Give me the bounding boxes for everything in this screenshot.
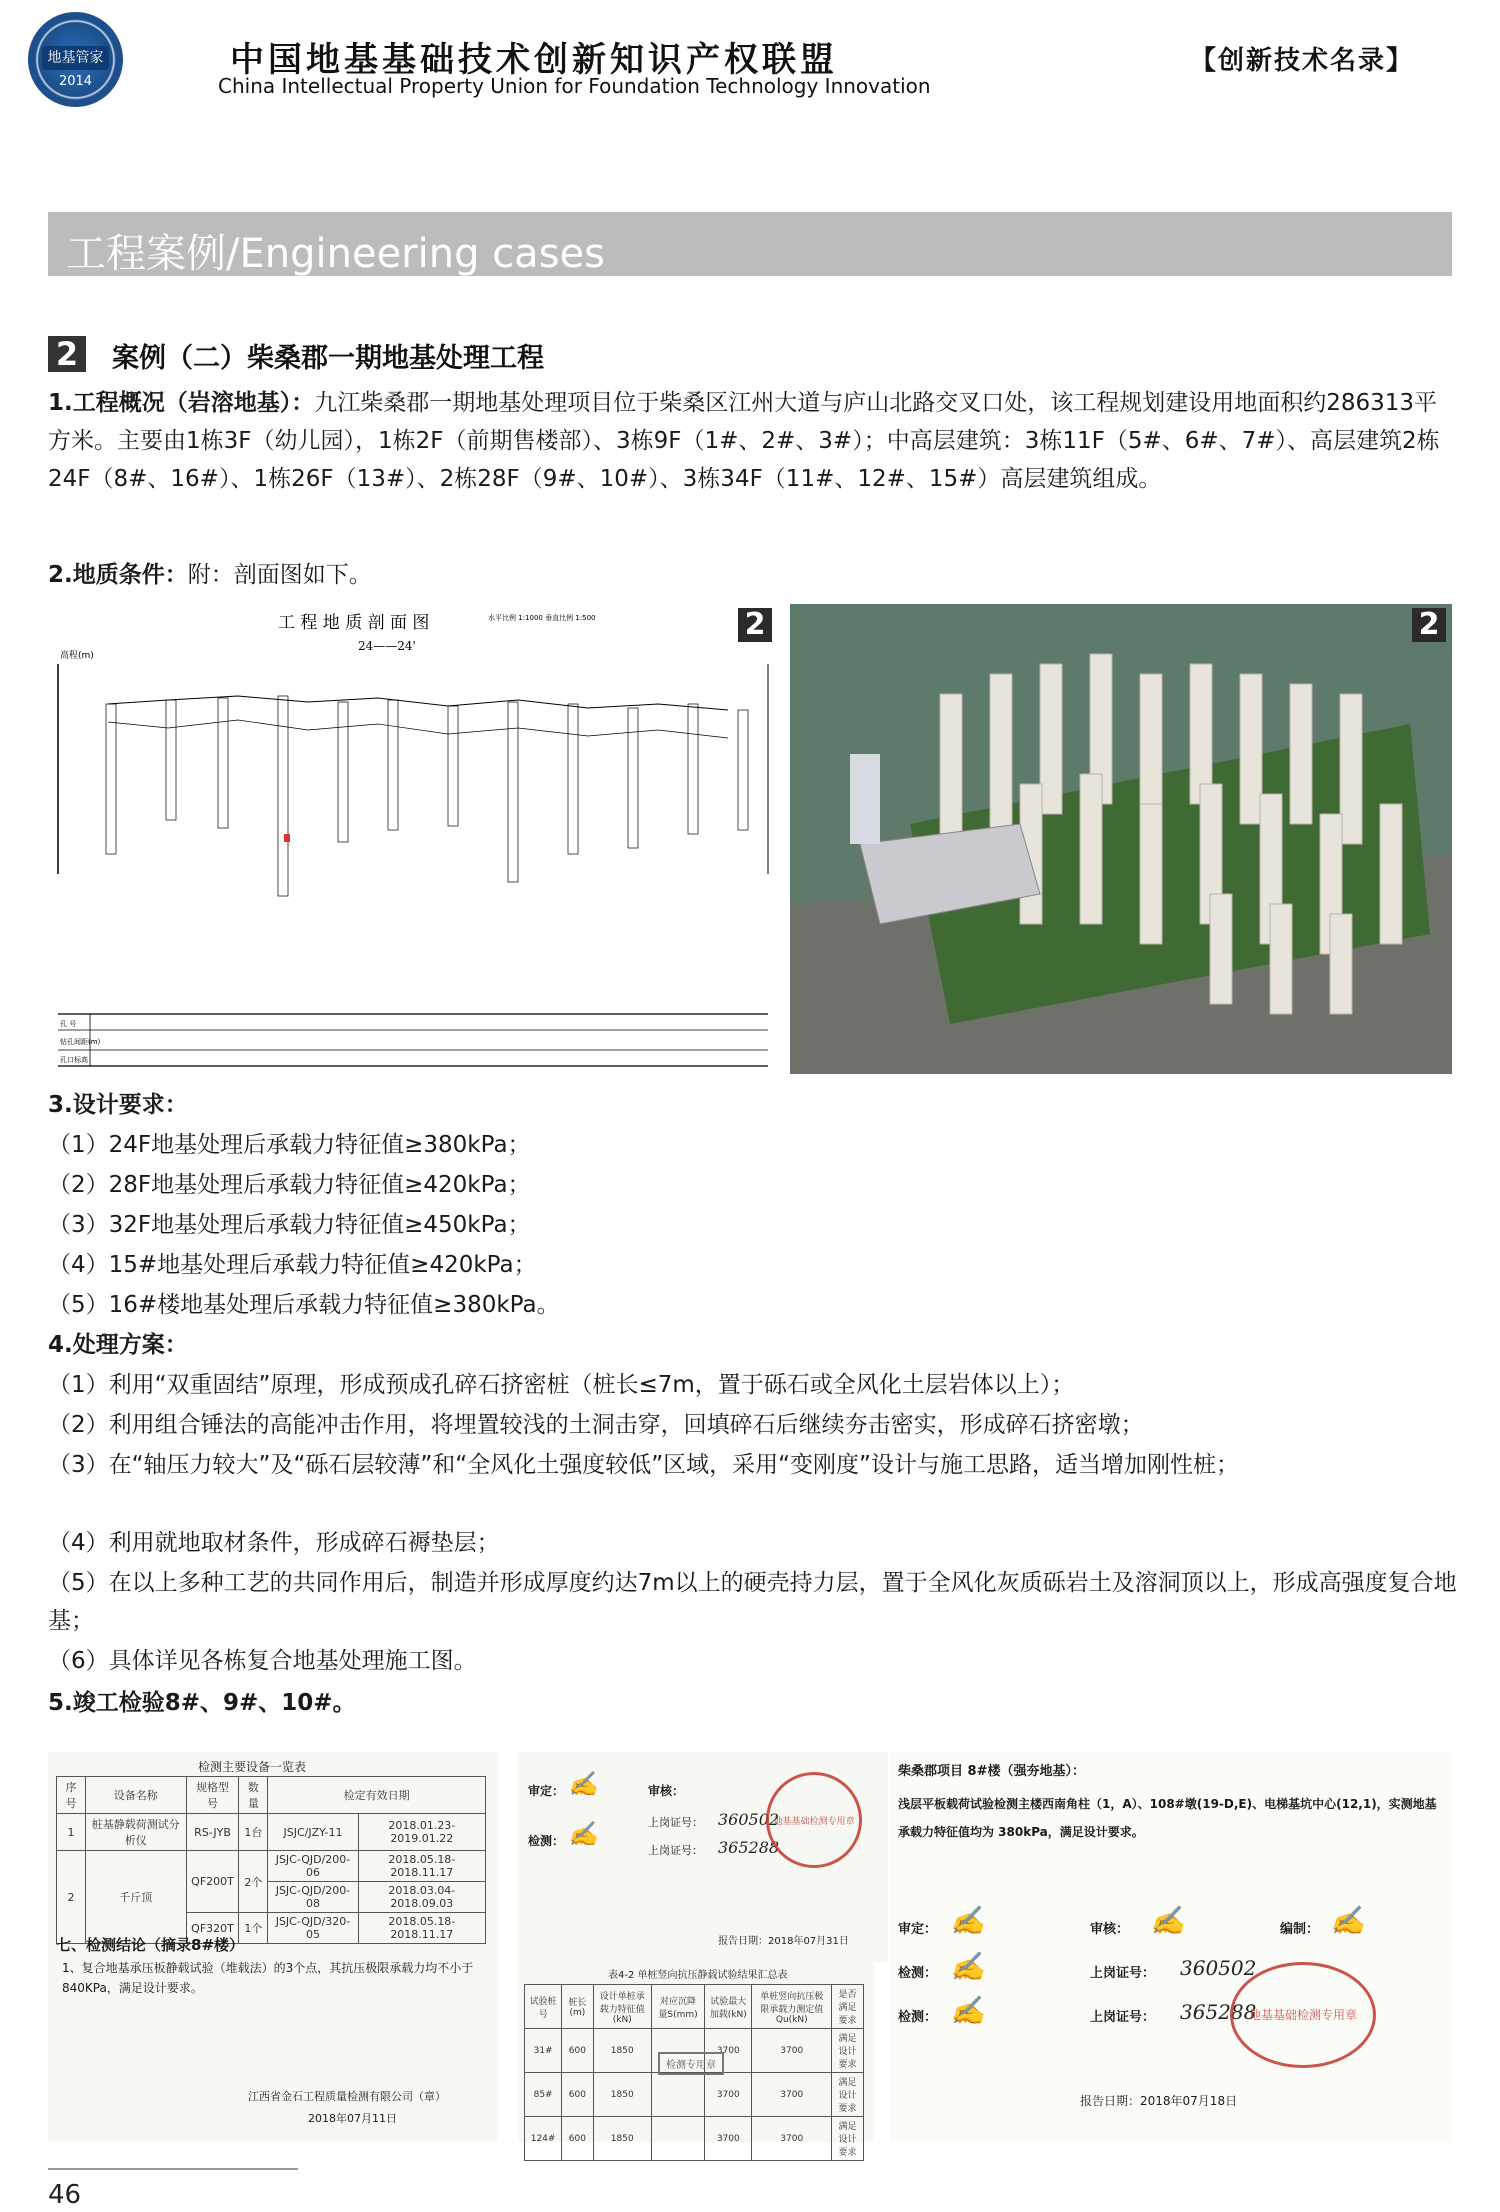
table-cell: 3700 (705, 2073, 752, 2117)
scan3-report-date: 报告日期：2018年07月18日 (1080, 2094, 1238, 2108)
scan3-audit-label: 审核： (1090, 1922, 1130, 1937)
geo-scale: 水平比例 1:1000 垂直比例 1:500 (488, 614, 596, 622)
signature-image: ✍ (568, 1770, 598, 1798)
inspection-seal (1230, 1962, 1376, 2068)
geo-subtitle: 24——24' (358, 639, 416, 653)
seal-text: 地基基础检测专用章 (1248, 2008, 1357, 2022)
design-item-1: （1）24F地基处理后承载力特征值≥380kPa； (48, 1132, 531, 1158)
table-cell: RS-JYB (186, 1814, 239, 1851)
table-cell: 2018.01.23-2019.01.22 (358, 1814, 485, 1851)
table-cell: 满足设计要求 (832, 2073, 864, 2117)
scan1-date: 2018年07月11日 (308, 2112, 397, 2125)
table-cell: 85# (525, 2073, 562, 2117)
scan1-conclusion-text: 1、复合地基承压板静载试验（堆载法）的3个点，其抗压极限承载力均不小于 840KPa，满足设计要求。 (62, 1961, 474, 1995)
scan1-header: 数量 (239, 1777, 268, 1814)
scan2-cert-2: 365288 (718, 1838, 780, 1857)
table-cell: JSJC-QJD/200-06 (268, 1851, 358, 1882)
scan2-header: 桩长(m) (562, 1985, 593, 2029)
scheme-label: 4.处理方案： (48, 1332, 188, 1358)
table-cell: 600 (562, 2029, 593, 2073)
design-item-3: （3）32F地基处理后承载力特征值≥450kPa； (48, 1212, 531, 1238)
scheme-item-6: （6）具体详见各栋复合地基处理施工图。 (48, 1648, 477, 1674)
figure-badge-right: 2 (1412, 608, 1446, 642)
table-cell: 1台 (239, 1814, 268, 1851)
table-cell: 3700 (705, 2029, 752, 2073)
scan2-check-label: 检测： (528, 1834, 565, 1848)
case-number-badge: 2 (48, 336, 86, 372)
scan1-header: 设备名称 (85, 1777, 186, 1814)
scan1-table-title: 检测主要设备一览表 (198, 1760, 307, 1774)
scan2-header: 单桩竖向抗压极限承载力测定值Qu(kN) (752, 1985, 832, 2029)
scheme-item-3: （3）在“轴压力较大”及“砾石层较薄”和“全风化土强度较低”区域，采用“变刚度”设计与施工思路，适当增加刚性桩； (48, 1452, 1239, 1478)
signature-image: ✍ (1150, 1904, 1185, 1937)
scheme-item-4: （4）利用就地取材条件，形成碎石褥垫层； (48, 1530, 500, 1556)
geological-section-svg (48, 604, 778, 1072)
table-cell: QF320T (186, 1913, 239, 1944)
overview-label: 1.工程概况（岩溶地基）： (48, 390, 315, 416)
aerial-rendering-svg (790, 604, 1452, 1074)
geology-paragraph (48, 556, 1458, 594)
geo-left-label: 高程(m) (60, 651, 94, 661)
scan1-equipment-table (56, 1776, 486, 1944)
table-cell: 1个 (239, 1913, 268, 1944)
header-title-en: China Intellectual Property Union for Foundation Technology Innovation (218, 74, 931, 98)
signature-image: ✍ (568, 1820, 598, 1848)
geo-row-elev: 孔口标高 (60, 1056, 88, 1064)
scan2-header: 设计单桩承载力特征值(kN) (593, 1985, 651, 2029)
scan2-audit-label: 审核： (648, 1784, 685, 1798)
table-cell: 3700 (752, 2117, 832, 2161)
seal-text: 地基基础检测专用章 (773, 1817, 855, 1827)
scan1-company: 江西省金石工程质量检测有限公司（章） (248, 2090, 446, 2103)
scheme-item-2: （2）利用组合锤法的高能冲击作用，将埋置较浅的土洞击穿，回填碎石后继续夯击密实，形成碎石挤密墩； (48, 1412, 1144, 1438)
table-cell: 600 (562, 2117, 593, 2161)
geology-text: 附：剖面图如下。 (187, 562, 372, 588)
table-cell: 3700 (752, 2073, 832, 2117)
table-row (525, 2117, 864, 2161)
scan3-check-label-2: 检测： (898, 2010, 938, 2025)
table-cell: 满足设计要求 (832, 2117, 864, 2161)
scan3-review-label: 审定： (898, 1922, 938, 1937)
footer-rule (48, 2168, 298, 2170)
scan2-cert-1: 360502 (718, 1810, 780, 1829)
scan2-cert-label-2: 上岗证号： (648, 1844, 703, 1857)
signature-image: ✍ (950, 1950, 985, 1983)
table-cell: 桩基静载荷测试分析仪 (85, 1814, 186, 1851)
table-cell: 千斤顶 (85, 1851, 186, 1944)
scan2-header: 是否满足要求 (832, 1985, 864, 2029)
geo-row-hole: 孔 号 (60, 1020, 77, 1028)
scan2-header: 试验最大加载(kN) (705, 1985, 752, 2029)
design-item-2: （2）28F地基处理后承载力特征值≥420kPa； (48, 1172, 531, 1198)
logo-text: 地基管家 (42, 46, 109, 70)
figure-badge-left: 2 (738, 608, 772, 642)
table-row (57, 1814, 486, 1851)
case-title: 案例（二）柴桑郡一期地基处理工程 (112, 343, 544, 374)
aerial-rendering (790, 604, 1452, 1074)
overview-text: 九江柴桑郡一期地基处理项目位于柴桑区江州大道与庐山北路交叉口处，该工程规划建设用地面积约286313平方米。主要由1栋3F（幼儿园），1栋2F（前期售楼部）、3栋9F（1#、2#、3#）；中高层建筑：3栋11F（5#、6#、7#）、高层建筑2栋24F（8#、16#）、1栋26F（13#）、2栋28F（9#、10#）、3栋34F（11#、12#、15#）高层建筑组成。 (48, 390, 1440, 492)
scan2-report-date: 报告日期：2018年07月31日 (718, 1936, 849, 1947)
geo-row-spacing: 钻孔间距(m) (60, 1038, 101, 1046)
table-cell: JSJC-QJD/320-05 (268, 1913, 358, 1944)
table-cell: 2018.05.18-2018.11.17 (358, 1851, 485, 1882)
overview-paragraph (48, 384, 1458, 498)
scan2-mid-stamp: 检测专用章 (658, 2052, 724, 2075)
scan3-cert-2: 365288 (1180, 2000, 1257, 2024)
scan2-header: 试验桩号 (525, 1985, 562, 2029)
scan3-cert-label-2: 上岗证号： (1090, 2010, 1156, 2025)
union-logo (28, 12, 123, 107)
table-cell: 124# (525, 2117, 562, 2161)
report-scan-equipment (48, 1752, 498, 2142)
scan3-project: 柴桑郡项目 8#楼（强夯地基）： (898, 1764, 1085, 1779)
scheme-item-1: （1）利用“双重固结”原理，形成预成孔碎石挤密桩（桩长≤7m，置于砾石或全风化土层岩体以上）； (48, 1372, 1075, 1398)
table-cell: 1850 (593, 2117, 651, 2161)
design-item-5: （5）16#楼地基处理后承载力特征值≥380kPa。 (48, 1292, 560, 1318)
table-cell: 1 (57, 1814, 86, 1851)
table-cell: 满足设计要求 (832, 2029, 864, 2073)
table-cell: 2018.03.04-2018.09.03 (358, 1882, 485, 1913)
section-title: 工程案例/Engineering cases (66, 231, 605, 277)
page-number: 46 (48, 2180, 82, 2210)
acceptance-label: 5.竣工检验8#、9#、10#。 (48, 1690, 356, 1716)
signature-image: ✍ (950, 1994, 985, 2027)
geology-label: 2.地质条件： (48, 562, 188, 588)
table-cell: 2个 (239, 1851, 268, 1913)
table-cell: 1850 (593, 2073, 651, 2117)
scan3-line1: 浅层平板载荷试验检测主楼西南角柱（1，A）、108#墩(19-D,E)、电梯基坑中心(12,1)，实测地基承载力特征值均为 380kPa，满足设计要求。 (898, 1797, 1437, 1839)
table-cell: 3700 (705, 2117, 752, 2161)
scan1-header: 检定有效日期 (268, 1777, 486, 1814)
table-cell (651, 2117, 704, 2161)
report-scan-8-building (890, 1752, 1452, 2142)
table-cell: 1850 (593, 2029, 651, 2073)
table-cell: JSJC/JZY-11 (268, 1814, 358, 1851)
signature-image: ✍ (950, 1904, 985, 1937)
design-label: 3.设计要求： (48, 1092, 188, 1118)
table-cell (651, 2073, 704, 2117)
table-cell: 31# (525, 2029, 562, 2073)
scan3-cert-1: 360502 (1180, 1956, 1257, 1980)
scheme-item-5: （5）在以上多种工艺的共同作用后，制造并形成厚度约达7m以上的硬壳持力层，置于全风化灰质砾岩土及溶洞顶以上，形成高强度复合地基； (48, 1570, 1457, 1634)
geo-title: 工 程 地 质 剖 面 图 (278, 613, 430, 633)
scan3-cert-label-1: 上岗证号： (1090, 1966, 1156, 1981)
logo-year: 2014 (58, 74, 93, 89)
scan2-cert-label-1: 上岗证号： (648, 1816, 703, 1829)
table-row (57, 1851, 486, 1882)
design-item-4: （4）15#地基处理后承载力特征值≥420kPa； (48, 1252, 537, 1278)
table-cell: 600 (562, 2073, 593, 2117)
geological-section-drawing (48, 604, 778, 1072)
scan1-header: 序号 (57, 1777, 86, 1814)
header-title-cn: 中国地基基础技术创新知识产权联盟 (230, 40, 838, 80)
scan1-conclusion-title: 七、检测结论（摘录8#楼） (56, 1936, 245, 1954)
table-cell: JSJC-QJD/200-08 (268, 1882, 358, 1913)
table-row (525, 2073, 864, 2117)
table-cell: QF200T (186, 1851, 239, 1913)
scan3-check-label-1: 检测： (898, 1966, 938, 1981)
scan2-review-label: 审定： (528, 1784, 565, 1798)
report-scan-pile-table (518, 1962, 874, 2158)
scan3-edit-label: 编制： (1280, 1922, 1320, 1937)
header-category-tag: 【创新技术名录】 (1190, 46, 1415, 76)
report-scan-signatures (518, 1752, 888, 1962)
table-cell: 2 (57, 1851, 86, 1944)
scan1-header: 规格型号 (186, 1777, 239, 1814)
scan2-header: 对应沉降量S(mm) (651, 1985, 704, 2029)
scan2-table-title: 表4-2 单桩竖向抗压静载试验结果汇总表 (608, 1970, 788, 1981)
signature-image: ✍ (1330, 1904, 1365, 1937)
inspection-seal (766, 1772, 862, 1868)
table-cell: 3700 (752, 2029, 832, 2073)
table-cell: 2018.05.18-2018.11.17 (358, 1913, 485, 1944)
